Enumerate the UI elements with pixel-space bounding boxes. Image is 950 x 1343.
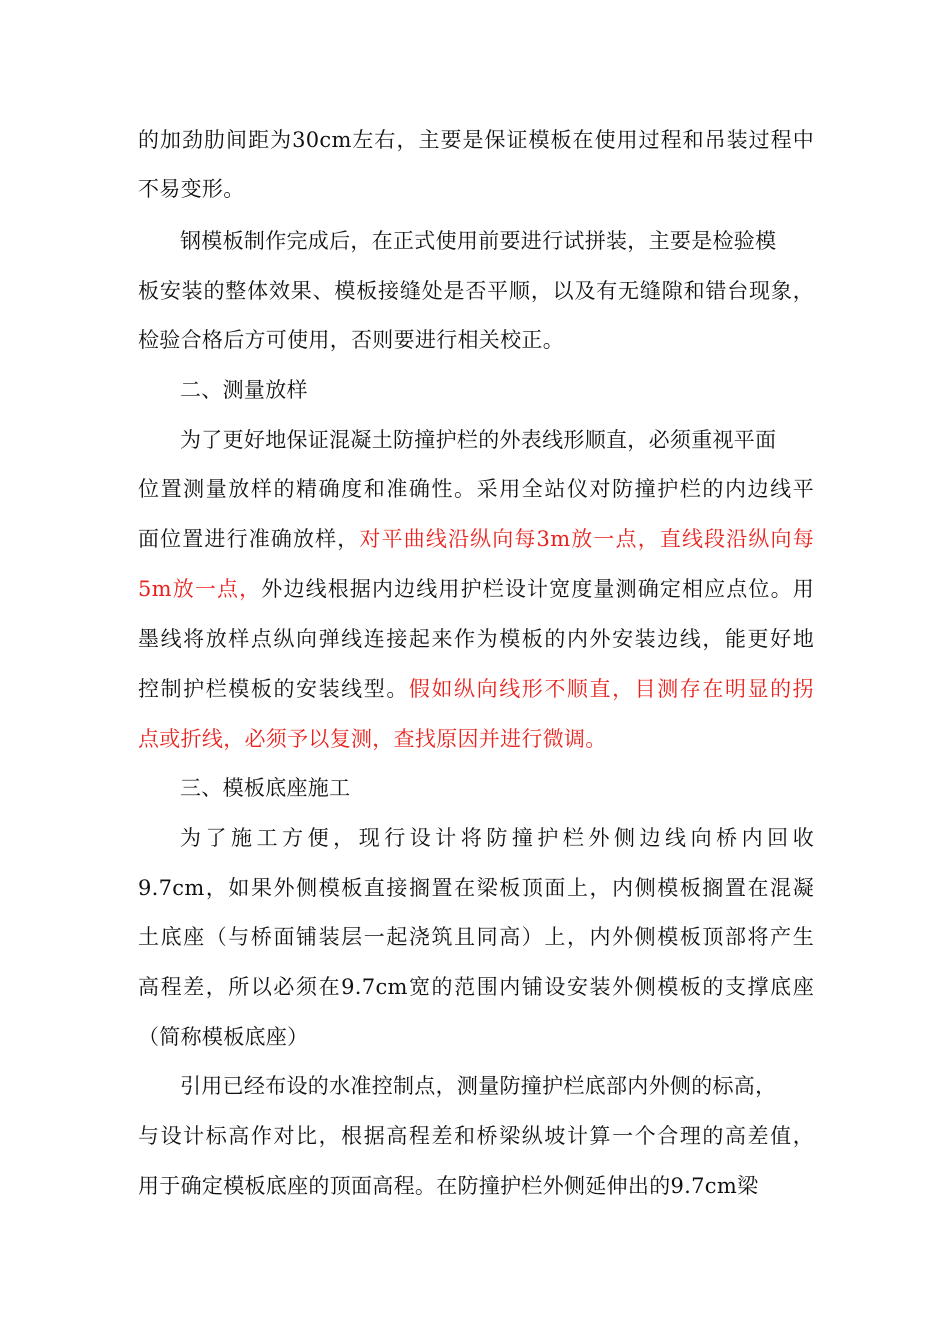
text-line-12: [138, 674, 814, 704]
text-segment: 三、模板底座施工: [180, 776, 351, 800]
text-line-15: [180, 823, 814, 853]
text-segment: 位置测量放样的精确度和准确性。采用全站仪对防撞护栏的内边线平: [138, 477, 814, 501]
text-segment: 高程差，所以必须在9.7cm宽的范围内铺设安装外侧模板的支撑底座: [138, 975, 814, 999]
highlighted-text: 5m放一点，: [138, 577, 262, 601]
text-segment: 用于确定模板底座的顶面高程。在防撞护栏外侧延伸出的9.7cm梁: [138, 1174, 759, 1198]
text-line-17: [138, 922, 814, 952]
text-segment: 板安装的整体效果、模板接缝处是否平顺，以及有无缝隙和错台现象，: [138, 279, 814, 303]
text-line-16: [138, 873, 814, 903]
text-line-7: [180, 425, 776, 455]
text-segment: 为了施工方便，现行设计将防撞护栏外侧边线向桥内回收: [180, 826, 814, 850]
text-line-18: [138, 972, 814, 1002]
text-line-9: [138, 524, 814, 554]
text-line-21: [138, 1121, 814, 1151]
text-segment: 二、测量放样: [180, 378, 308, 402]
text-segment: 检验合格后方可使用，否则要进行相关校正。: [138, 328, 564, 352]
text-segment: 面位置进行准确放样，: [138, 527, 360, 551]
text-segment: 外边线根据内边线用护栏设计宽度量测确定相应点位。用: [261, 577, 815, 601]
text-segment: 的加劲肋间距为30cm左右，主要是保证模板在使用过程和吊装过程中: [138, 128, 814, 152]
section-heading-3: [180, 773, 350, 803]
text-line-19: [138, 1022, 308, 1052]
text-segment: 钢模板制作完成后，在正式使用前要进行试拼装，主要是检验模: [180, 229, 777, 253]
highlighted-text: 假如纵向线形不顺直，目测存在明显的拐: [408, 677, 814, 701]
highlighted-text: 对平曲线沿纵向每3m放一点，直线段沿纵向每: [359, 527, 814, 551]
text-segment: 土底座（与桥面铺装层一起浇筑且同高）上，内外侧模板顶部将产生: [138, 925, 814, 949]
text-segment: 为了更好地保证混凝土防撞护栏的外表线形顺直，必须重视平面: [180, 428, 777, 452]
text-segment: （简称模板底座）: [138, 1025, 309, 1049]
section-heading-2: [180, 375, 308, 405]
text-line-22: [138, 1171, 758, 1201]
text-line-10: [138, 574, 814, 604]
text-line-11: [138, 624, 814, 654]
text-segment: 控制护栏模板的安装线型。: [138, 677, 409, 701]
text-segment: 引用已经布设的水准控制点，测量防撞护栏底部内外侧的标高，: [180, 1074, 777, 1098]
highlighted-text: 点或折线，必须予以复测，查找原因并进行微调。: [138, 727, 607, 751]
text-segment: 9.7cm，如果外侧模板直接搁置在梁板顶面上，内侧模板搁置在混凝: [138, 876, 814, 900]
text-line-3: [180, 226, 776, 256]
text-segment: 墨线将放样点纵向弹线连接起来作为模板的内外安装边线，能更好地: [138, 627, 814, 651]
text-line-2: [138, 174, 245, 204]
text-line-4: [138, 276, 814, 306]
text-line-13: [138, 724, 607, 754]
text-segment: 与设计标高作对比，根据高程差和桥梁纵坡计算一个合理的高差值，: [138, 1124, 814, 1148]
text-line-1: [138, 125, 814, 155]
text-line-8: [138, 474, 814, 504]
text-segment: 不易变形。: [138, 177, 245, 201]
text-line-20: [180, 1071, 776, 1101]
text-line-5: [138, 325, 564, 355]
